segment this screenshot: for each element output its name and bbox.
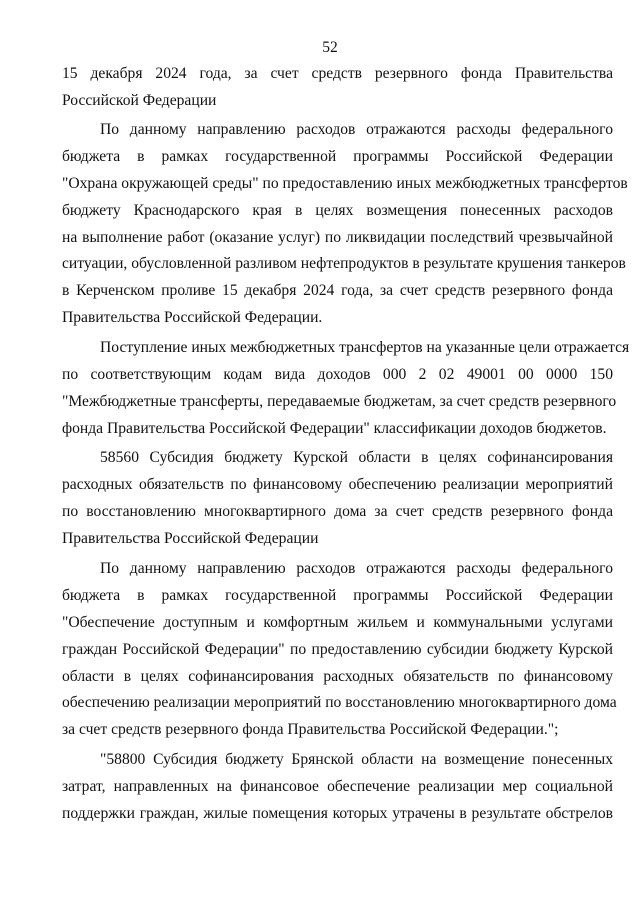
text-line: на выполнение работ (оказание услуг) по ликвидации последствий чрезвычайной xyxy=(62,228,613,246)
text-line: "Охрана окружающей среды" по предоставлению иных межбюджетных трансфертов xyxy=(62,174,628,192)
text-line: за счет средств резервного фонда Правительства Российской Федерации."; xyxy=(62,721,559,739)
paragraph-2 xyxy=(62,117,628,332)
text-line: "58800 Субсидия бюджету Брянской области на возмещение понесенных xyxy=(100,751,613,768)
text-line: По данному направлению расходов отражаются расходы федерального xyxy=(100,121,613,138)
text-line: обеспечению реализации мероприятий по восстановлению многоквартирного дома xyxy=(62,694,617,712)
text-line: Российской Федерации xyxy=(62,91,217,109)
text-line: бюджета в рамках государственной программы Российской Федерации xyxy=(62,147,613,165)
paragraph-1 xyxy=(62,61,613,115)
text-line: "Межбюджетные трансферты, передаваемые бюджетам, за счет средств резервного xyxy=(62,392,617,410)
text-line: Правительства Российской Федерации. xyxy=(62,309,323,327)
page-number: 52 xyxy=(322,39,338,56)
text-line: Правительства Российской Федерации xyxy=(62,529,319,547)
text-line: фонда Правительства Российской Федерации" классификации доходов бюджетов. xyxy=(62,419,607,437)
text-line: граждан Российской Федерации" по предоставлению субсидии бюджету Курской xyxy=(62,640,613,658)
text-line: затрат, направленных на финансовое обеспечение реализации мер социальной xyxy=(62,777,613,795)
text-line: бюджету Краснодарского края в целях возмещения понесенных расходов xyxy=(62,201,613,219)
text-line: По данному направлению расходов отражаются расходы федерального xyxy=(100,560,613,577)
text-line: расходных обязательств по финансовому обеспечению реализации мероприятий xyxy=(62,475,613,493)
text-line: области в целях софинансирования расходных обязательств по финансовому xyxy=(62,667,613,685)
text-line: "Обеспечение доступным и комфортным жильем и коммунальными услугами xyxy=(62,613,613,631)
text-line: по соответствующим кодам вида доходов 000 2 02 49001 00 0000 150 xyxy=(62,365,613,383)
paragraph-4 xyxy=(62,445,613,553)
text-line: 15 декабря 2024 года, за счет средств резервного фонда Правительства xyxy=(62,65,613,82)
text-line: по восстановлению многоквартирного дома за счет средств резервного фонда xyxy=(62,502,613,520)
text-line: поддержки граждан, жилые помещения которых утрачены в результате обстрелов xyxy=(62,804,613,822)
text-line: ситуации, обусловленной разливом нефтепродуктов в результате крушения танкеров xyxy=(62,255,626,273)
text-line: бюджета в рамках государственной программы Российской Федерации xyxy=(62,586,613,604)
paragraph-6 xyxy=(62,747,613,828)
text-line: Поступление иных межбюджетных трансфертов на указанные цели отражается xyxy=(100,339,630,356)
paragraph-5 xyxy=(62,556,617,744)
text-line: 58560 Субсидия бюджету Курской области в целях софинансирования xyxy=(100,449,613,466)
paragraph-3 xyxy=(62,335,630,443)
text-line: в Керченском проливе 15 декабря 2024 года, за счет средств резервного фонда xyxy=(62,282,613,300)
